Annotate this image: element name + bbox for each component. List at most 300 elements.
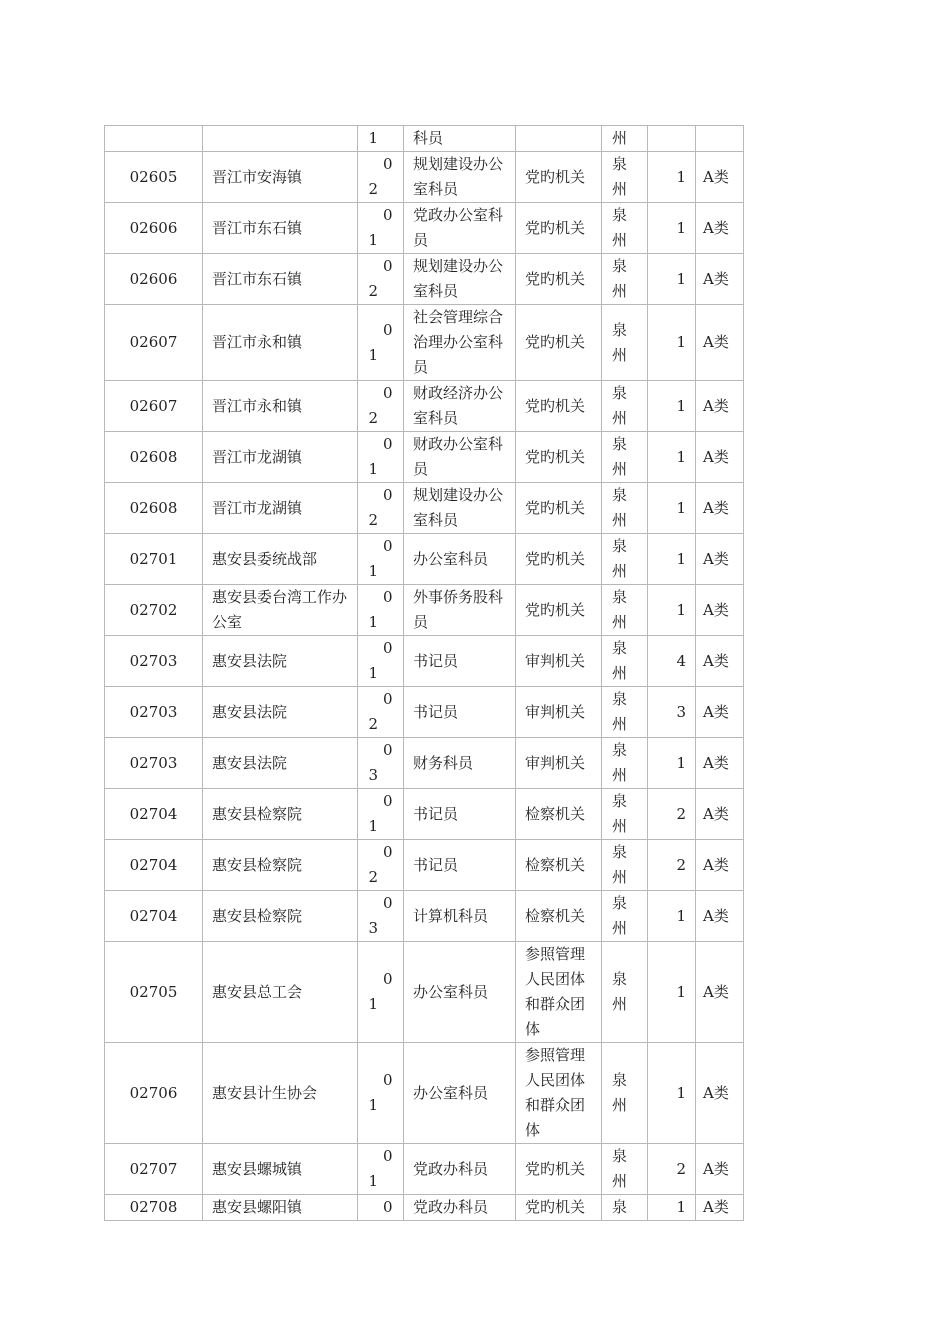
table-row — [105, 203, 744, 254]
category-text: A类 — [703, 1083, 729, 1102]
region-text: 泉州 — [612, 257, 628, 300]
seq-text: 0 1 — [368, 320, 393, 364]
code-text: 02708 — [129, 1198, 178, 1216]
type-text: 检察机关 — [525, 906, 586, 925]
type-text: 党旳机关 — [525, 447, 586, 466]
seq-text: 0 1 — [368, 206, 393, 249]
category-text: A类 — [703, 1159, 729, 1178]
seq-text: 0 2 — [368, 155, 393, 198]
position-text: 党政办科员 — [413, 1198, 489, 1216]
count-cell — [648, 942, 696, 1043]
code-text: 02703 — [129, 702, 178, 721]
seq-cell — [358, 942, 404, 1043]
position-cell — [404, 1195, 516, 1221]
job-table — [104, 125, 744, 1221]
position-text: 财政经济办公室科员 — [413, 384, 504, 427]
position-cell — [404, 381, 516, 432]
unit-cell — [203, 152, 358, 203]
type-cell — [516, 840, 602, 891]
unit-text: 惠安县委台湾工作办公室 — [212, 588, 348, 631]
table-row — [105, 432, 744, 483]
table-row — [105, 483, 744, 534]
count-text: 2 — [676, 804, 686, 823]
seq-text: 0 1 — [368, 639, 393, 682]
category-cell — [696, 1195, 744, 1221]
type-cell — [516, 738, 602, 789]
code-cell — [105, 636, 203, 687]
code-cell — [105, 1144, 203, 1195]
category-text: A类 — [703, 600, 729, 619]
position-text: 财政办公室科员 — [413, 435, 504, 478]
position-cell — [404, 585, 516, 636]
count-text: 1 — [676, 753, 686, 772]
code-cell — [105, 891, 203, 942]
seq-cell — [358, 636, 404, 687]
code-text: 02706 — [129, 1083, 178, 1102]
region-cell — [602, 942, 648, 1043]
code-text: 02608 — [129, 447, 178, 466]
region-text: 泉州 — [612, 639, 628, 682]
region-text: 泉 — [612, 1198, 628, 1216]
code-cell — [105, 534, 203, 585]
type-text: 审判机关 — [525, 651, 586, 670]
table-body — [105, 126, 744, 1221]
code-cell — [105, 152, 203, 203]
category-text: A类 — [703, 549, 729, 568]
code-cell — [105, 1043, 203, 1144]
unit-text: 晋江市永和镇 — [212, 333, 303, 351]
position-text: 规划建设办公室科员 — [413, 257, 504, 300]
region-text: 泉州 — [612, 588, 628, 631]
position-text: 书记员 — [413, 651, 459, 670]
position-cell — [404, 152, 516, 203]
table-row — [105, 305, 744, 381]
region-cell — [602, 840, 648, 891]
unit-cell — [203, 126, 358, 152]
position-text: 办公室科员 — [413, 1083, 489, 1102]
position-cell — [404, 305, 516, 381]
unit-cell — [203, 585, 358, 636]
region-text: 泉州 — [612, 320, 628, 364]
unit-text: 惠安县计生协会 — [212, 1083, 318, 1102]
seq-text: 0 1 — [368, 792, 393, 835]
table-row — [105, 254, 744, 305]
region-text: 泉州 — [612, 792, 628, 835]
unit-cell — [203, 840, 358, 891]
position-text: 财务科员 — [413, 753, 474, 772]
unit-cell — [203, 687, 358, 738]
code-text: 02607 — [129, 333, 178, 351]
code-text: 02701 — [129, 549, 178, 568]
type-cell — [516, 636, 602, 687]
unit-text: 惠安县总工会 — [212, 982, 303, 1001]
category-cell — [696, 840, 744, 891]
region-text: 泉州 — [612, 1071, 628, 1114]
table-row — [105, 1195, 744, 1221]
unit-cell — [203, 203, 358, 254]
category-cell — [696, 305, 744, 381]
table-row — [105, 152, 744, 203]
count-text: 3 — [676, 702, 686, 721]
count-cell — [648, 254, 696, 305]
count-cell — [648, 152, 696, 203]
unit-cell — [203, 1043, 358, 1144]
category-text: A类 — [703, 447, 729, 466]
unit-cell — [203, 432, 358, 483]
category-cell — [696, 534, 744, 585]
position-cell — [404, 203, 516, 254]
position-text: 书记员 — [413, 804, 459, 823]
count-text: 2 — [676, 855, 686, 874]
category-text: A类 — [703, 702, 729, 721]
type-text: 参照管理人民团体和群众团体 — [525, 945, 586, 1038]
code-cell — [105, 203, 203, 254]
unit-cell — [203, 483, 358, 534]
code-cell — [105, 126, 203, 152]
region-cell — [602, 534, 648, 585]
region-text: 泉州 — [612, 970, 628, 1013]
count-cell — [648, 585, 696, 636]
seq-cell — [358, 483, 404, 534]
seq-cell — [358, 1195, 404, 1221]
category-text: A类 — [703, 333, 729, 351]
code-text: 02702 — [129, 600, 178, 619]
code-cell — [105, 432, 203, 483]
count-cell — [648, 891, 696, 942]
unit-cell — [203, 738, 358, 789]
code-cell — [105, 585, 203, 636]
table-row — [105, 1144, 744, 1195]
code-text: 02608 — [129, 498, 178, 517]
category-text: A类 — [703, 855, 729, 874]
count-text: 1 — [676, 333, 686, 351]
code-cell — [105, 942, 203, 1043]
type-cell — [516, 152, 602, 203]
region-cell — [602, 891, 648, 942]
table-row — [105, 840, 744, 891]
unit-text: 惠安县法院 — [212, 651, 288, 670]
position-text: 外事侨务股科员 — [413, 588, 504, 631]
category-cell — [696, 636, 744, 687]
table-row — [105, 942, 744, 1043]
count-cell — [648, 1195, 696, 1221]
type-cell — [516, 891, 602, 942]
type-cell — [516, 789, 602, 840]
table-row — [105, 1043, 744, 1144]
type-cell — [516, 432, 602, 483]
region-cell — [602, 1195, 648, 1221]
category-cell — [696, 203, 744, 254]
code-cell — [105, 483, 203, 534]
table-row — [105, 381, 744, 432]
position-text: 计算机科员 — [413, 906, 489, 925]
table-row — [105, 738, 744, 789]
unit-cell — [203, 942, 358, 1043]
position-cell — [404, 840, 516, 891]
category-cell — [696, 126, 744, 152]
code-text: 02605 — [129, 167, 178, 186]
region-text: 泉州 — [612, 206, 628, 249]
seq-cell — [358, 534, 404, 585]
seq-cell — [358, 381, 404, 432]
seq-text: 0 3 — [368, 741, 393, 784]
unit-cell — [203, 891, 358, 942]
position-text: 党政办公室科员 — [413, 206, 504, 249]
category-cell — [696, 381, 744, 432]
category-cell — [696, 1043, 744, 1144]
table-row — [105, 585, 744, 636]
region-cell — [602, 738, 648, 789]
region-cell — [602, 432, 648, 483]
seq-cell — [358, 126, 404, 152]
count-cell — [648, 381, 696, 432]
region-text: 泉州 — [612, 537, 628, 580]
region-cell — [602, 126, 648, 152]
type-text: 党旳机关 — [525, 218, 586, 237]
position-cell — [404, 942, 516, 1043]
category-cell — [696, 942, 744, 1043]
type-text: 党旳机关 — [525, 600, 586, 619]
region-cell — [602, 305, 648, 381]
unit-text: 惠安县检察院 — [212, 855, 303, 874]
unit-text: 惠安县委统战部 — [212, 549, 318, 568]
code-cell — [105, 789, 203, 840]
code-cell — [105, 738, 203, 789]
seq-cell — [358, 738, 404, 789]
unit-cell — [203, 1144, 358, 1195]
table-row — [105, 636, 744, 687]
seq-text: 0 2 — [368, 843, 393, 886]
position-cell — [404, 738, 516, 789]
code-text: 02705 — [129, 982, 178, 1001]
type-text: 党旳机关 — [525, 1198, 586, 1216]
position-text: 办公室科员 — [413, 549, 489, 568]
count-text: 1 — [676, 498, 686, 517]
seq-cell — [358, 305, 404, 381]
region-cell — [602, 381, 648, 432]
seq-cell — [358, 254, 404, 305]
position-cell — [404, 254, 516, 305]
type-cell — [516, 1043, 602, 1144]
type-cell — [516, 1195, 602, 1221]
seq-cell — [358, 840, 404, 891]
count-cell — [648, 203, 696, 254]
type-text: 党旳机关 — [525, 549, 586, 568]
seq-cell — [358, 1043, 404, 1144]
type-text: 党旳机关 — [525, 498, 586, 517]
seq-text: 0 3 — [368, 894, 393, 937]
code-cell — [105, 305, 203, 381]
seq-text: 0 1 — [368, 537, 393, 580]
code-cell — [105, 840, 203, 891]
code-cell — [105, 1195, 203, 1221]
region-text: 泉州 — [612, 155, 628, 198]
count-cell — [648, 483, 696, 534]
seq-cell — [358, 432, 404, 483]
count-text: 1 — [676, 600, 686, 619]
position-cell — [404, 432, 516, 483]
code-cell — [105, 381, 203, 432]
table-row — [105, 891, 744, 942]
category-text: A类 — [703, 167, 729, 186]
seq-text: 0 1 — [368, 1071, 393, 1114]
position-text: 书记员 — [413, 855, 459, 874]
position-cell — [404, 1043, 516, 1144]
code-cell — [105, 254, 203, 305]
table-row — [105, 534, 744, 585]
count-text: 1 — [676, 982, 686, 1001]
count-cell — [648, 789, 696, 840]
category-text: A类 — [703, 804, 729, 823]
code-text: 02607 — [129, 396, 178, 415]
code-text: 02704 — [129, 906, 178, 925]
seq-cell — [358, 891, 404, 942]
count-text: 1 — [676, 167, 686, 186]
table-row — [105, 687, 744, 738]
type-cell — [516, 254, 602, 305]
type-text: 检察机关 — [525, 855, 586, 874]
count-text: 4 — [676, 651, 686, 670]
seq-cell — [358, 789, 404, 840]
category-text: A类 — [703, 218, 729, 237]
unit-cell — [203, 381, 358, 432]
unit-cell — [203, 254, 358, 305]
category-text: A类 — [703, 498, 729, 517]
region-cell — [602, 254, 648, 305]
category-cell — [696, 789, 744, 840]
region-text: 泉州 — [612, 690, 628, 733]
count-text: 2 — [676, 1159, 686, 1178]
region-cell — [602, 1144, 648, 1195]
unit-cell — [203, 789, 358, 840]
type-text: 党旳机关 — [525, 1159, 586, 1178]
position-cell — [404, 789, 516, 840]
position-cell — [404, 891, 516, 942]
unit-cell — [203, 636, 358, 687]
region-text: 州 — [612, 129, 628, 147]
category-cell — [696, 432, 744, 483]
type-text: 党旳机关 — [525, 396, 586, 415]
unit-cell — [203, 305, 358, 381]
unit-text: 晋江市永和镇 — [212, 396, 303, 415]
count-cell — [648, 1043, 696, 1144]
count-text: 1 — [676, 218, 686, 237]
type-text: 党旳机关 — [525, 333, 586, 351]
unit-text: 晋江市东石镇 — [212, 269, 303, 288]
position-cell — [404, 534, 516, 585]
category-cell — [696, 483, 744, 534]
category-cell — [696, 687, 744, 738]
unit-text: 惠安县检察院 — [212, 804, 303, 823]
seq-cell — [358, 152, 404, 203]
seq-text: 0 2 — [368, 384, 393, 427]
region-text: 泉州 — [612, 741, 628, 784]
region-cell — [602, 687, 648, 738]
type-cell — [516, 203, 602, 254]
category-text: A类 — [703, 982, 729, 1001]
seq-text: 0 1 — [368, 435, 393, 478]
region-cell — [602, 636, 648, 687]
code-text: 02704 — [129, 855, 178, 874]
seq-text: 0 — [382, 1198, 393, 1216]
category-cell — [696, 891, 744, 942]
position-text: 科员 — [413, 129, 444, 147]
count-text: 1 — [676, 396, 686, 415]
region-text: 泉州 — [612, 843, 628, 886]
type-cell — [516, 483, 602, 534]
code-text: 02606 — [129, 269, 178, 288]
unit-text: 晋江市龙湖镇 — [212, 447, 303, 466]
region-cell — [602, 789, 648, 840]
unit-text: 惠安县检察院 — [212, 906, 303, 925]
count-cell — [648, 534, 696, 585]
type-text: 审判机关 — [525, 702, 586, 721]
region-text: 泉州 — [612, 1147, 628, 1190]
unit-text: 惠安县螺城镇 — [212, 1159, 303, 1178]
code-text: 02707 — [129, 1159, 178, 1178]
position-cell — [404, 483, 516, 534]
seq-text: 0 1 — [368, 970, 393, 1013]
type-cell — [516, 687, 602, 738]
region-cell — [602, 203, 648, 254]
position-text: 规划建设办公室科员 — [413, 155, 504, 198]
seq-text: 1 — [368, 129, 379, 147]
unit-text: 晋江市龙湖镇 — [212, 498, 303, 517]
table-row — [105, 789, 744, 840]
category-cell — [696, 152, 744, 203]
unit-cell — [203, 534, 358, 585]
count-cell — [648, 687, 696, 738]
code-text: 02703 — [129, 753, 178, 772]
type-text: 检察机关 — [525, 804, 586, 823]
type-cell — [516, 126, 602, 152]
count-cell — [648, 738, 696, 789]
position-cell — [404, 687, 516, 738]
count-text: 1 — [676, 549, 686, 568]
category-cell — [696, 254, 744, 305]
type-cell — [516, 585, 602, 636]
category-cell — [696, 585, 744, 636]
region-text: 泉州 — [612, 435, 628, 478]
count-cell — [648, 432, 696, 483]
category-cell — [696, 738, 744, 789]
type-cell — [516, 1144, 602, 1195]
position-cell — [404, 1144, 516, 1195]
code-cell — [105, 687, 203, 738]
code-text: 02703 — [129, 651, 178, 670]
position-cell — [404, 636, 516, 687]
type-cell — [516, 305, 602, 381]
category-text: A类 — [703, 396, 729, 415]
region-cell — [602, 1043, 648, 1144]
seq-text: 0 2 — [368, 486, 393, 529]
unit-cell — [203, 1195, 358, 1221]
region-cell — [602, 585, 648, 636]
type-text: 党旳机关 — [525, 167, 586, 186]
region-cell — [602, 483, 648, 534]
count-text: 1 — [676, 269, 686, 288]
count-cell — [648, 305, 696, 381]
count-cell — [648, 126, 696, 152]
category-text: A类 — [703, 269, 729, 288]
region-text: 泉州 — [612, 384, 628, 427]
position-text: 书记员 — [413, 702, 459, 721]
count-cell — [648, 840, 696, 891]
type-cell — [516, 381, 602, 432]
unit-text: 惠安县法院 — [212, 753, 288, 772]
count-text: 1 — [676, 906, 686, 925]
count-text: 1 — [676, 1083, 686, 1102]
